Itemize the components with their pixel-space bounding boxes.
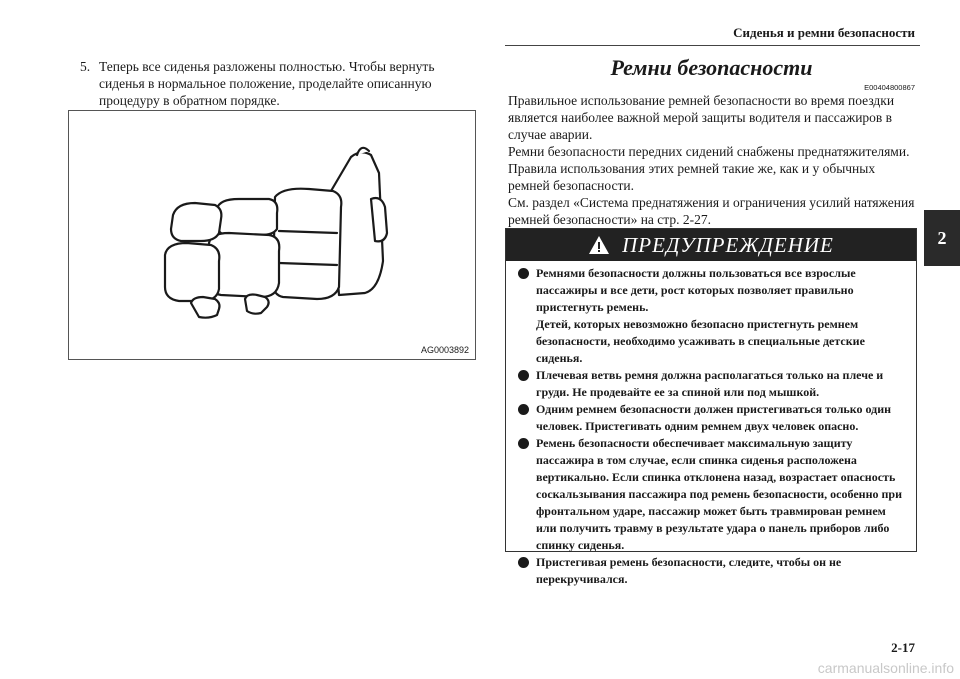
running-header: Сиденья и ремни безопасности [733, 25, 915, 40]
warning-text: Ремень безопасности обеспечивает максимальную защиту пассажира в том случае, если спинка сиденья расположена вертикально. Если спинка отклонена назад, возрастает опасность соскальзывания пассажира под ремень безопасности, особенно при фронтальном ударе, пассажир может быть травмирован ремнем или получить травму в результате удара о панель приборов либо спинку сиденья. [536, 436, 902, 552]
warning-item [518, 554, 908, 588]
header-rule [505, 45, 920, 46]
section-body [508, 92, 918, 228]
warning-text: Одним ремнем безопасности должен пристегиваться только один человек. Пристегивать одним ремнем двух человек опасно. [536, 402, 892, 433]
step-text: Теперь все сиденья разложены полностью. Чтобы вернуть сиденья в нормальное положение, проделайте описанную процедуру в обратном порядке. [99, 59, 435, 108]
warning-item [518, 367, 908, 401]
step-5 [80, 58, 480, 109]
warning-text: Детей, которых невозможно безопасно пристегнуть ремнем безопасности, необходимо усаживать в специальные детские сиденья. [536, 317, 865, 365]
section-code: E00404800867 [864, 83, 915, 92]
warning-title: ПРЕДУПРЕЖДЕНИЕ [622, 232, 834, 257]
bullet-icon [518, 438, 529, 449]
warning-text: Пристегивая ремень безопасности, следите, чтобы он не перекручивался. [536, 555, 842, 586]
bullet-icon [518, 268, 529, 279]
section-title: Ремни безопасности [610, 55, 813, 80]
bullet-icon [518, 404, 529, 415]
step-number: 5. [80, 59, 91, 74]
warning-item [518, 265, 908, 367]
footer-watermark: carmanualsonline.info [817, 660, 954, 676]
warning-triangle-icon [588, 235, 610, 255]
warning-box [505, 228, 917, 586]
body-paragraph: Ремни безопасности передних сидений снабжены преднатяжителями. Правила использования этих ремней такие же, как и у обычных ремней безопасности. [508, 144, 910, 193]
body-paragraph: Правильное использование ремней безопасности во время поездки является наиболее важной мерой защиты водителя и пассажиров в случае аварии. [508, 93, 895, 142]
warning-item [518, 435, 908, 554]
warning-item [518, 401, 908, 435]
folded-seats-illustration [69, 111, 475, 359]
warning-text: Ремнями безопасности должны пользоваться все взрослые пассажиры и все дети, рост которых позволяет правильно пристегнуть ремень. [536, 266, 856, 314]
warning-list [506, 261, 916, 588]
warning-text: Плечевая ветвь ремня должна располагаться только на плече и груди. Не продевайте ее за спиной или под мышкой. [536, 368, 884, 399]
body-paragraph: См. раздел «Система преднатяжения и ограничения усилий натяжения ремней безопасности» на стр. 2-27. [508, 195, 915, 227]
warning-header [506, 229, 916, 261]
figure-code: AG0003892 [420, 345, 469, 355]
seats-figure [68, 110, 476, 360]
page-number: 2-17 [891, 640, 915, 655]
chapter-tab: 2 [924, 210, 960, 266]
bullet-icon [518, 557, 529, 568]
bullet-icon [518, 370, 529, 381]
